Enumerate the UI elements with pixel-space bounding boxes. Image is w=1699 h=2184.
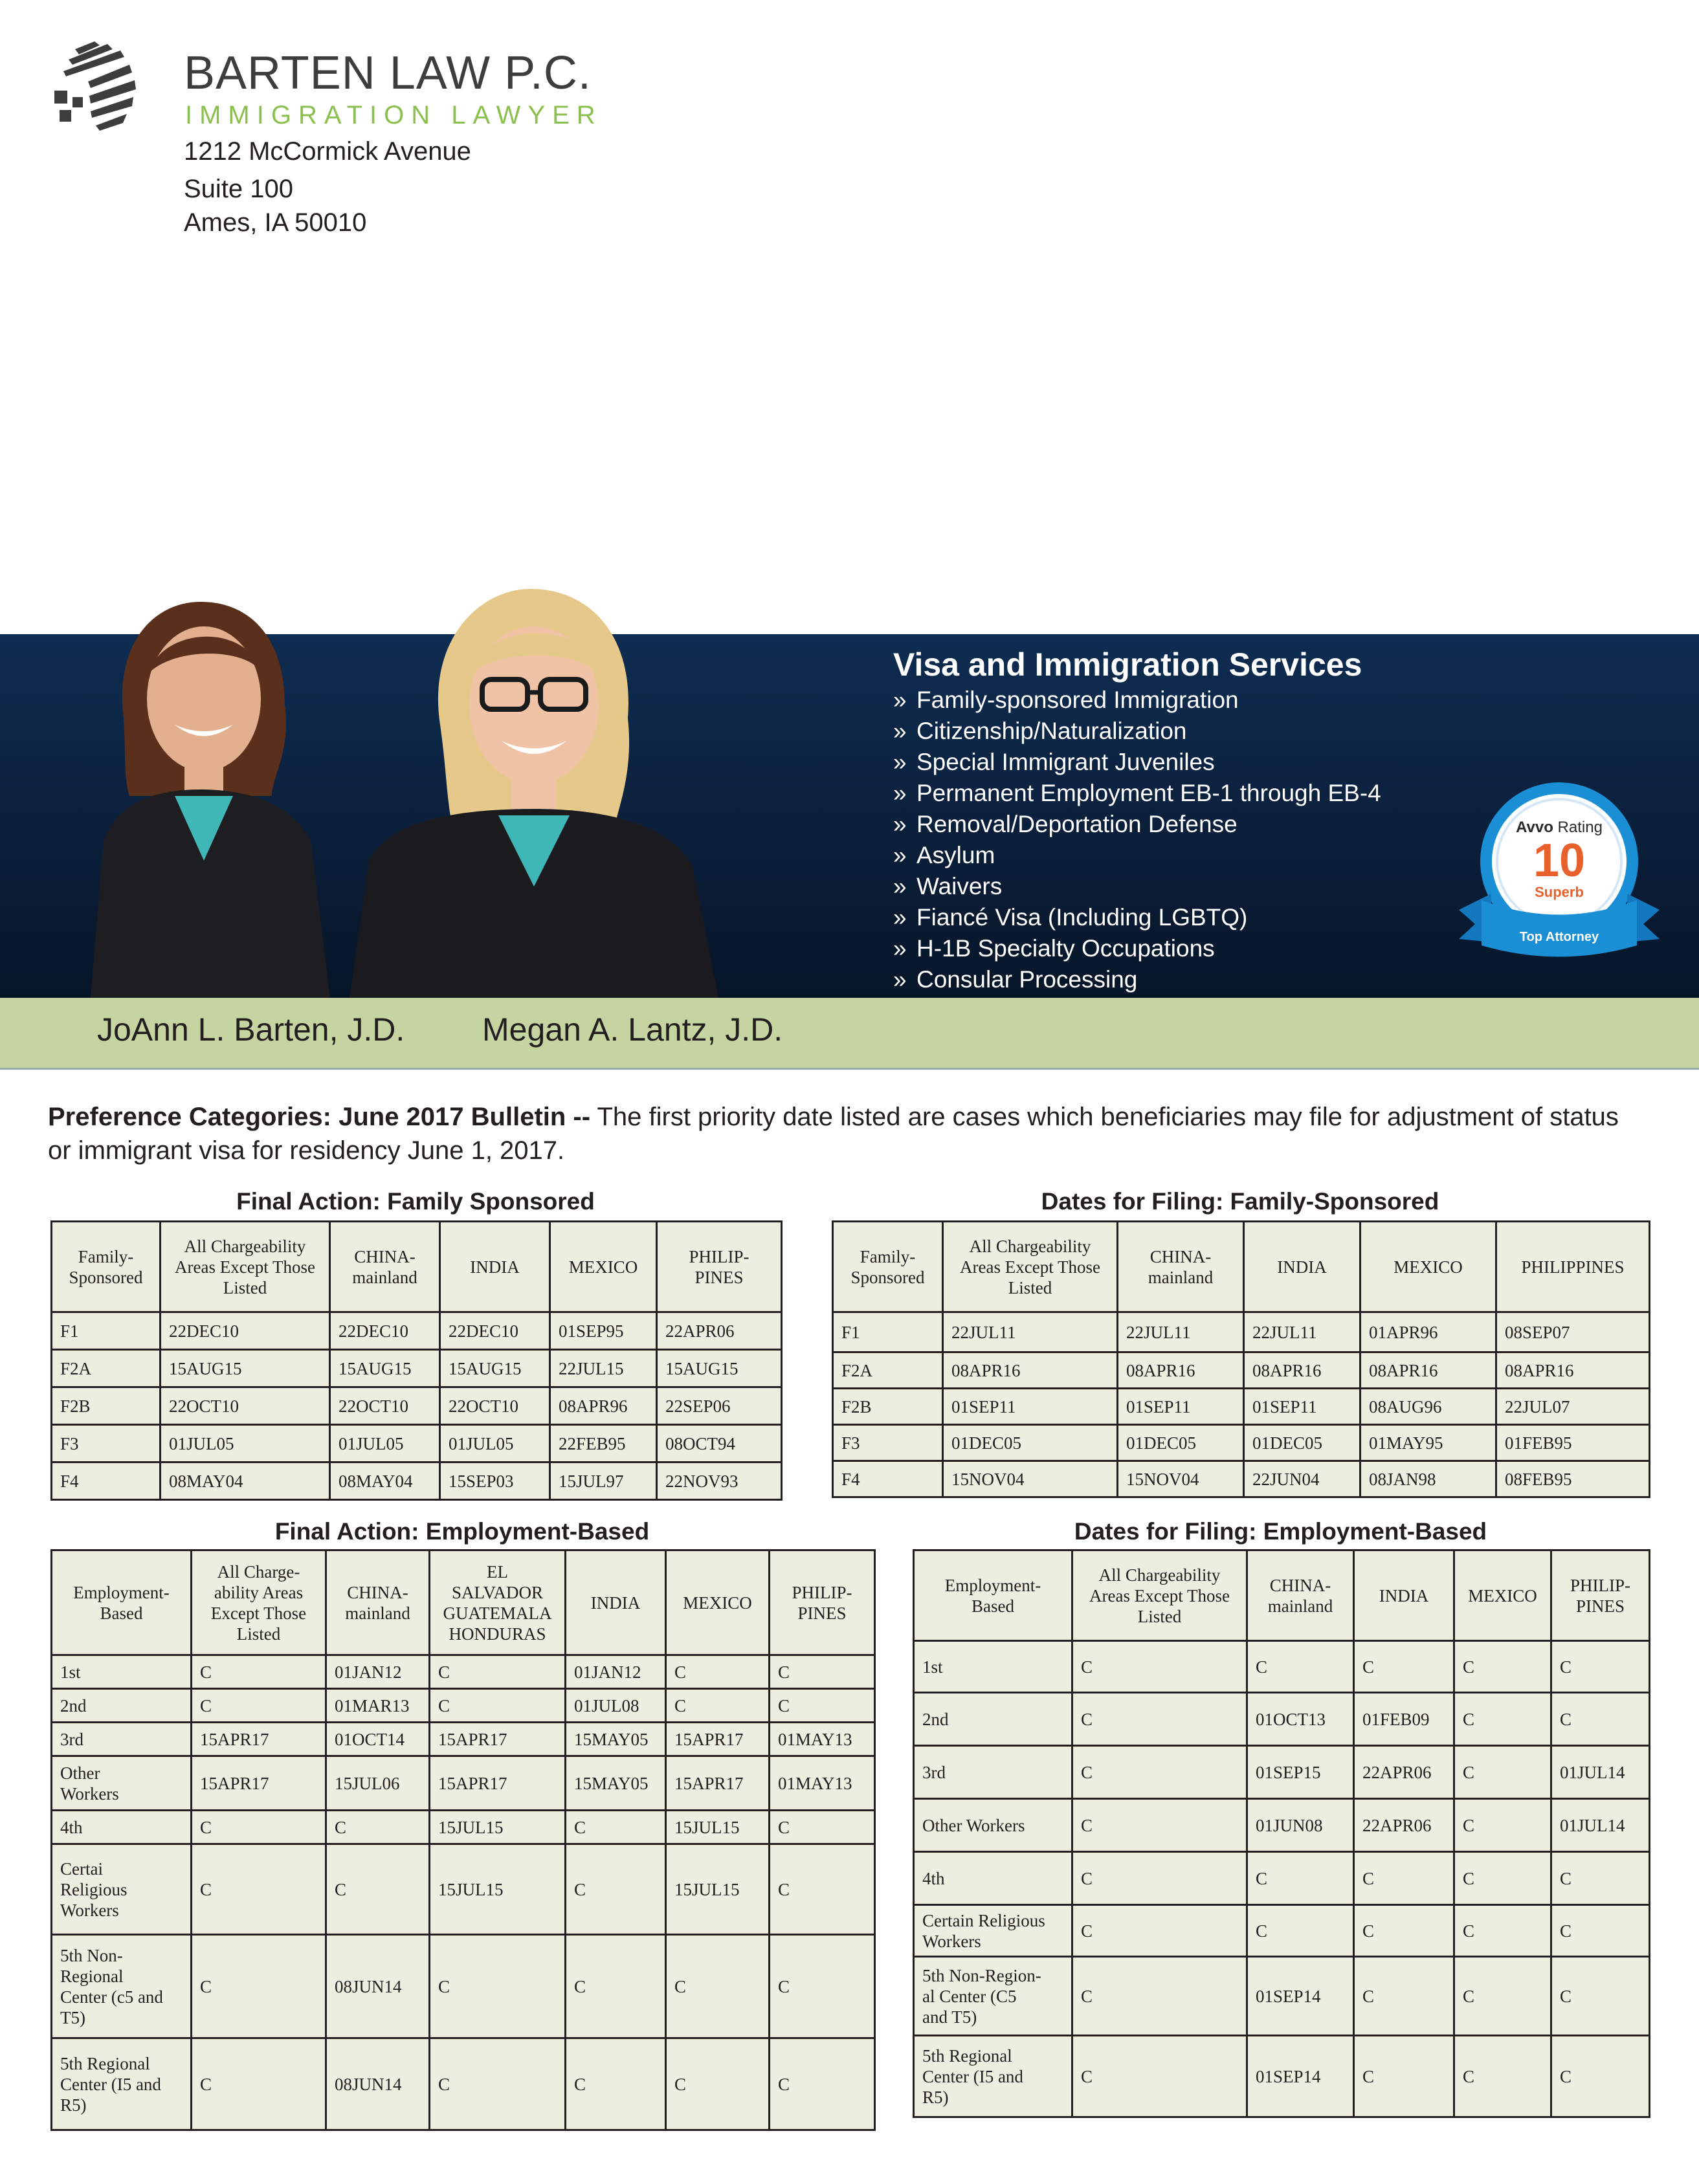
table-row: [914, 1746, 1650, 1799]
table-cell: 01OCT14: [326, 1723, 430, 1756]
table-cell: 01OCT13: [1247, 1693, 1354, 1746]
bullet-icon: »: [893, 687, 907, 713]
svg-text:Avvo Rating: [1516, 819, 1603, 836]
table-cell: 08JAN98: [1360, 1461, 1496, 1497]
row-label-cell: 4th: [914, 1852, 1072, 1905]
table-cell: C: [1247, 1641, 1354, 1693]
table-cell: 22JUL07: [1496, 1389, 1650, 1425]
table-cell: C: [1551, 1641, 1650, 1693]
table-cell: C: [1072, 1693, 1247, 1746]
table-row: [833, 1352, 1650, 1389]
table-row: [833, 1312, 1650, 1352]
column-header: INDIA: [440, 1222, 550, 1312]
bullet-icon: »: [893, 842, 907, 868]
service-item: » Asylum: [893, 840, 1381, 871]
table-cell: C: [1247, 1852, 1354, 1905]
table-cell: 08APR16: [1244, 1352, 1360, 1389]
bulletin-heading: Preference Categories: June 2017 Bulletin --: [48, 1103, 591, 1131]
row-label-cell: F2A: [833, 1352, 943, 1389]
service-item: » Permanent Employment EB-1 through EB-4: [893, 778, 1381, 809]
table-cell: 01SEP14: [1247, 1957, 1354, 2036]
table-cell: 01JUL08: [566, 1689, 666, 1723]
table-cell: C: [566, 1811, 666, 1844]
table-cell: 22DEC10: [440, 1312, 550, 1350]
bullet-icon: »: [893, 966, 907, 993]
table-cell: C: [1551, 1905, 1650, 1957]
table-cell: 01MAR13: [326, 1689, 430, 1723]
table-row: [52, 1935, 875, 2038]
table-cell: 15AUG15: [330, 1350, 440, 1387]
divider: [0, 1068, 1699, 1070]
avvo-level: Superb: [1535, 884, 1584, 900]
row-label-cell: 5th Non-Region- al Center (C5 and T5): [914, 1957, 1072, 2036]
table-row: [52, 1312, 782, 1350]
column-header: MEXICO: [666, 1550, 770, 1655]
table-cell: C: [1454, 1852, 1551, 1905]
row-label-cell: 4th: [52, 1811, 192, 1844]
row-label-cell: 1st: [914, 1641, 1072, 1693]
table-cell: 22APR06: [1354, 1746, 1454, 1799]
table-header-row: [52, 1222, 782, 1312]
service-item: » H-1B Specialty Occupations: [893, 933, 1381, 964]
bullet-icon: »: [893, 935, 907, 962]
address-line-1: 1212 McCormick Avenue: [184, 137, 471, 166]
column-header: CHINA- mainland: [326, 1550, 430, 1655]
table-row: [914, 1905, 1650, 1957]
table-cell: 15APR17: [430, 1756, 566, 1811]
row-label-cell: 5th Regional Center (I5 and R5): [52, 2038, 192, 2130]
column-header: CHINA- mainland: [1118, 1222, 1244, 1312]
table-cell: 08JUN14: [326, 2038, 430, 2130]
table-cell: C: [1072, 1799, 1247, 1852]
table-cell: 08APR16: [1496, 1352, 1650, 1389]
table-cell: C: [1072, 1641, 1247, 1693]
table-cell: 08SEP07: [1496, 1312, 1650, 1352]
table-cell: 22OCT10: [161, 1387, 330, 1425]
table-cell: C: [192, 1811, 326, 1844]
table-cell: 01SEP15: [1247, 1746, 1354, 1799]
table-cell: C: [1354, 2036, 1454, 2117]
avvo-rating-badge-icon: [1452, 780, 1666, 968]
row-label-cell: Certai Religious Workers: [52, 1844, 192, 1935]
row-label-cell: F2A: [52, 1350, 161, 1387]
table-header-row: [52, 1550, 875, 1655]
column-header: MEXICO: [1454, 1550, 1551, 1641]
row-label-cell: F2B: [52, 1387, 161, 1425]
table-cell: C: [666, 2038, 770, 2130]
table-cell: 01MAY13: [770, 1756, 875, 1811]
fa-employment-table: [50, 1549, 876, 2131]
df-employment-table: [913, 1549, 1650, 2118]
table-cell: 01JAN12: [566, 1655, 666, 1689]
row-label-cell: Other Workers: [914, 1799, 1072, 1852]
table-row: [52, 1462, 782, 1500]
table-cell: 15MAY05: [566, 1756, 666, 1811]
table-cell: 01SEP14: [1247, 2036, 1354, 2117]
table-row: [52, 2038, 875, 2130]
table-cell: 15NOV04: [1118, 1461, 1244, 1497]
table-row: [833, 1461, 1650, 1497]
table-cell: 01JUL14: [1551, 1799, 1650, 1852]
table-cell: 22DEC10: [161, 1312, 330, 1350]
column-header: MEXICO: [550, 1222, 657, 1312]
table-cell: 01JAN12: [326, 1655, 430, 1689]
bulletin-intro: [48, 1100, 1627, 1167]
table-cell: 01APR96: [1360, 1312, 1496, 1352]
row-label-cell: F3: [52, 1425, 161, 1462]
table-cell: 01JUN08: [1247, 1799, 1354, 1852]
table-cell: C: [192, 1844, 326, 1935]
table-cell: 08FEB95: [1496, 1461, 1650, 1497]
table-cell: C: [1072, 1957, 1247, 2036]
row-label-cell: 3rd: [52, 1723, 192, 1756]
bullet-icon: »: [893, 780, 907, 806]
table-cell: C: [1454, 2036, 1551, 2117]
column-header: All Chargeability Areas Except Those Listed: [161, 1222, 330, 1312]
row-label-cell: F3: [833, 1425, 943, 1461]
column-header: Employment- Based: [914, 1550, 1072, 1641]
df-family-table: [832, 1220, 1650, 1498]
table-row: [52, 1844, 875, 1935]
table-cell: 01JUL05: [440, 1425, 550, 1462]
table-cell: 22OCT10: [330, 1387, 440, 1425]
table-cell: C: [1454, 1905, 1551, 1957]
table-header-row: [833, 1222, 1650, 1312]
table-cell: C: [430, 1935, 566, 2038]
table-cell: C: [566, 1935, 666, 2038]
row-label-cell: 5th Non- Regional Center (c5 and T5): [52, 1935, 192, 2038]
table-cell: 22JUL11: [1118, 1312, 1244, 1352]
row-label-cell: F2B: [833, 1389, 943, 1425]
table-cell: C: [1551, 1852, 1650, 1905]
table-cell: C: [326, 1811, 430, 1844]
table-cell: 22JUL11: [943, 1312, 1118, 1352]
table-cell: 08MAY04: [330, 1462, 440, 1500]
attorney-photo-2: [350, 589, 718, 998]
table-cell: C: [1354, 1905, 1454, 1957]
table-cell: 08APR96: [550, 1387, 657, 1425]
service-item: » Special Immigrant Juveniles: [893, 747, 1381, 778]
table-cell: C: [1072, 2036, 1247, 2117]
table-cell: 15APR17: [192, 1723, 326, 1756]
table-cell: 08APR16: [1118, 1352, 1244, 1389]
table-cell: 15MAY05: [566, 1723, 666, 1756]
address-line-3: Ames, IA 50010: [184, 208, 367, 237]
bullet-icon: »: [893, 811, 907, 837]
table-cell: 15NOV04: [943, 1461, 1118, 1497]
table-cell: C: [1454, 1693, 1551, 1746]
table-row: [914, 2036, 1650, 2117]
table-cell: 22APR06: [1354, 1799, 1454, 1852]
table-cell: 01MAY13: [770, 1723, 875, 1756]
bullet-icon: »: [893, 718, 907, 744]
table-row: [914, 1693, 1650, 1746]
table-cell: 01SEP95: [550, 1312, 657, 1350]
table-cell: C: [770, 2038, 875, 2130]
table-cell: 15JUL06: [326, 1756, 430, 1811]
service-item: » Fiancé Visa (Including LGBTQ): [893, 902, 1381, 933]
table-row: [914, 1641, 1650, 1693]
table-cell: 15JUL15: [666, 1844, 770, 1935]
table-row: [52, 1756, 875, 1811]
table-row: [52, 1350, 782, 1387]
table-cell: C: [192, 1655, 326, 1689]
service-item: » Family-sponsored Immigration: [893, 685, 1381, 716]
row-label-cell: 2nd: [914, 1693, 1072, 1746]
avvo-score: 10: [1533, 835, 1586, 887]
fa-family-title: Final Action: Family Sponsored: [236, 1188, 595, 1215]
table-cell: C: [430, 1689, 566, 1723]
row-label-cell: F4: [833, 1461, 943, 1497]
row-label-cell: 5th Regional Center (I5 and R5): [914, 2036, 1072, 2117]
table-cell: 15APR17: [192, 1756, 326, 1811]
services-title: Visa and Immigration Services: [893, 646, 1362, 683]
row-label-cell: F1: [52, 1312, 161, 1350]
column-header: CHINA- mainland: [330, 1222, 440, 1312]
table-cell: 15APR17: [666, 1756, 770, 1811]
column-header: CHINA- mainland: [1247, 1550, 1354, 1641]
table-cell: 22SEP06: [657, 1387, 782, 1425]
table-cell: 22NOV93: [657, 1462, 782, 1500]
table-cell: 01DEC05: [943, 1425, 1118, 1461]
table-cell: 08JUN14: [326, 1935, 430, 2038]
service-item: » Removal/Deportation Defense: [893, 809, 1381, 840]
table-cell: C: [666, 1935, 770, 2038]
column-header: All Chargeability Areas Except Those Listed: [943, 1222, 1118, 1312]
column-header: All Charge- ability Areas Except Those Listed: [192, 1550, 326, 1655]
column-header: PHILIPPINES: [1496, 1222, 1650, 1312]
table-cell: C: [192, 1935, 326, 2038]
services-list: [893, 685, 1381, 995]
table-row: [52, 1723, 875, 1756]
table-cell: C: [430, 2038, 566, 2130]
table-cell: 22JUL15: [550, 1350, 657, 1387]
table-row: [914, 1799, 1650, 1852]
firm-name: BARTEN LAW P.C.: [184, 47, 592, 99]
attorney-photo-1: [91, 602, 330, 998]
table-cell: 01FEB95: [1496, 1425, 1650, 1461]
table-cell: C: [770, 1689, 875, 1723]
row-label-cell: Certain Religious Workers: [914, 1905, 1072, 1957]
table-cell: C: [1551, 1693, 1650, 1746]
table-cell: C: [1551, 2036, 1650, 2117]
table-cell: 15SEP03: [440, 1462, 550, 1500]
table-cell: 01SEP11: [1118, 1389, 1244, 1425]
table-cell: C: [1454, 1641, 1551, 1693]
df-family-title: Dates for Filing: Family-Sponsored: [1041, 1188, 1439, 1215]
bulletin-text: The first priority date listed are cases which beneficiaries may file for adjustment of status or immigrant visa for residency June 1, 2017.: [48, 1103, 1619, 1165]
row-label-cell: F4: [52, 1462, 161, 1500]
table-cell: 15AUG15: [657, 1350, 782, 1387]
table-row: [833, 1389, 1650, 1425]
table-cell: C: [1354, 1852, 1454, 1905]
column-header: Family- Sponsored: [833, 1222, 943, 1312]
table-cell: 15JUL15: [430, 1811, 566, 1844]
column-header: Family- Sponsored: [52, 1222, 161, 1312]
service-item: » Consular Processing: [893, 964, 1381, 995]
table-row: [52, 1689, 875, 1723]
table-cell: C: [1354, 1641, 1454, 1693]
table-cell: C: [1454, 1799, 1551, 1852]
service-item: » Waivers: [893, 871, 1381, 902]
table-cell: 01JUL05: [161, 1425, 330, 1462]
table-cell: 01SEP11: [943, 1389, 1118, 1425]
table-cell: C: [192, 2038, 326, 2130]
table-row: [914, 1957, 1650, 2036]
table-cell: 15APR17: [666, 1723, 770, 1756]
bullet-icon: »: [893, 873, 907, 899]
column-header: INDIA: [566, 1550, 666, 1655]
table-cell: C: [1072, 1905, 1247, 1957]
table-cell: C: [1072, 1746, 1247, 1799]
table-header-row: [914, 1550, 1650, 1641]
attorney-name-1: JoAnn L. Barten, J.D.: [97, 1011, 405, 1048]
attorney-photos: [78, 582, 822, 998]
table-cell: 15JUL97: [550, 1462, 657, 1500]
bullet-icon: »: [893, 749, 907, 775]
table-cell: 22OCT10: [440, 1387, 550, 1425]
table-cell: C: [1072, 1852, 1247, 1905]
table-cell: C: [566, 2038, 666, 2130]
table-cell: 15AUG15: [440, 1350, 550, 1387]
firm-logo-icon: [49, 36, 146, 140]
table-cell: C: [1354, 1957, 1454, 2036]
row-label-cell: F1: [833, 1312, 943, 1352]
table-cell: 01SEP11: [1244, 1389, 1360, 1425]
table-cell: C: [1454, 1957, 1551, 2036]
table-cell: C: [326, 1844, 430, 1935]
column-header: PHILIP- PINES: [1551, 1550, 1650, 1641]
table-cell: C: [666, 1655, 770, 1689]
table-cell: C: [192, 1689, 326, 1723]
table-cell: C: [770, 1811, 875, 1844]
table-cell: 01JUL05: [330, 1425, 440, 1462]
table-row: [833, 1425, 1650, 1461]
table-cell: 15JUL15: [430, 1844, 566, 1935]
row-label-cell: Other Workers: [52, 1756, 192, 1811]
fa-family-table: [50, 1220, 783, 1501]
column-header: INDIA: [1354, 1550, 1454, 1641]
table-cell: 08APR16: [943, 1352, 1118, 1389]
row-label-cell: 3rd: [914, 1746, 1072, 1799]
table-row: [52, 1811, 875, 1844]
table-cell: 22DEC10: [330, 1312, 440, 1350]
table-cell: C: [770, 1844, 875, 1935]
avvo-rating-label: Rating: [1557, 819, 1603, 836]
table-cell: 01JUL14: [1551, 1746, 1650, 1799]
service-item: » Citizenship/Naturalization: [893, 716, 1381, 747]
row-label-cell: 2nd: [52, 1689, 192, 1723]
firm-tagline: IMMIGRATION LAWYER: [185, 101, 603, 129]
table-row: [52, 1425, 782, 1462]
table-cell: 01DEC05: [1244, 1425, 1360, 1461]
table-cell: C: [1551, 1957, 1650, 2036]
column-header: PHILIP- PINES: [657, 1222, 782, 1312]
attorney-name-2: Megan A. Lantz, J.D.: [482, 1011, 783, 1048]
table-cell: 08AUG96: [1360, 1389, 1496, 1425]
table-cell: 01DEC05: [1118, 1425, 1244, 1461]
table-cell: 15AUG15: [161, 1350, 330, 1387]
column-header: All Chargeability Areas Except Those Listed: [1072, 1550, 1247, 1641]
table-cell: 01FEB09: [1354, 1693, 1454, 1746]
df-employment-title: Dates for Filing: Employment-Based: [1074, 1518, 1487, 1545]
table-cell: 08OCT94: [657, 1425, 782, 1462]
column-header: INDIA: [1244, 1222, 1360, 1312]
table-cell: 22APR06: [657, 1312, 782, 1350]
bullet-icon: »: [893, 904, 907, 931]
address-line-2: Suite 100: [184, 175, 294, 203]
column-header: EL SALVADOR GUATEMALA HONDURAS: [430, 1550, 566, 1655]
table-cell: 22FEB95: [550, 1425, 657, 1462]
table-cell: C: [1454, 1746, 1551, 1799]
table-cell: C: [430, 1655, 566, 1689]
fa-employment-title: Final Action: Employment-Based: [274, 1518, 650, 1545]
table-row: [914, 1852, 1650, 1905]
avvo-brand: Avvo: [1516, 819, 1553, 836]
avvo-ribbon: Top Attorney: [1519, 930, 1599, 944]
column-header: PHILIP- PINES: [770, 1550, 875, 1655]
table-row: [52, 1387, 782, 1425]
column-header: Employment- Based: [52, 1550, 192, 1655]
table-cell: 15APR17: [430, 1723, 566, 1756]
table-cell: C: [566, 1844, 666, 1935]
table-cell: 01MAY95: [1360, 1425, 1496, 1461]
table-cell: 15JUL15: [666, 1811, 770, 1844]
table-cell: 08MAY04: [161, 1462, 330, 1500]
column-header: MEXICO: [1360, 1222, 1496, 1312]
table-cell: 08APR16: [1360, 1352, 1496, 1389]
table-cell: C: [1247, 1905, 1354, 1957]
row-label-cell: 1st: [52, 1655, 192, 1689]
table-cell: C: [770, 1655, 875, 1689]
table-row: [52, 1655, 875, 1689]
table-cell: 22JUN04: [1244, 1461, 1360, 1497]
table-cell: C: [770, 1935, 875, 2038]
table-cell: C: [666, 1689, 770, 1723]
table-cell: 22JUL11: [1244, 1312, 1360, 1352]
